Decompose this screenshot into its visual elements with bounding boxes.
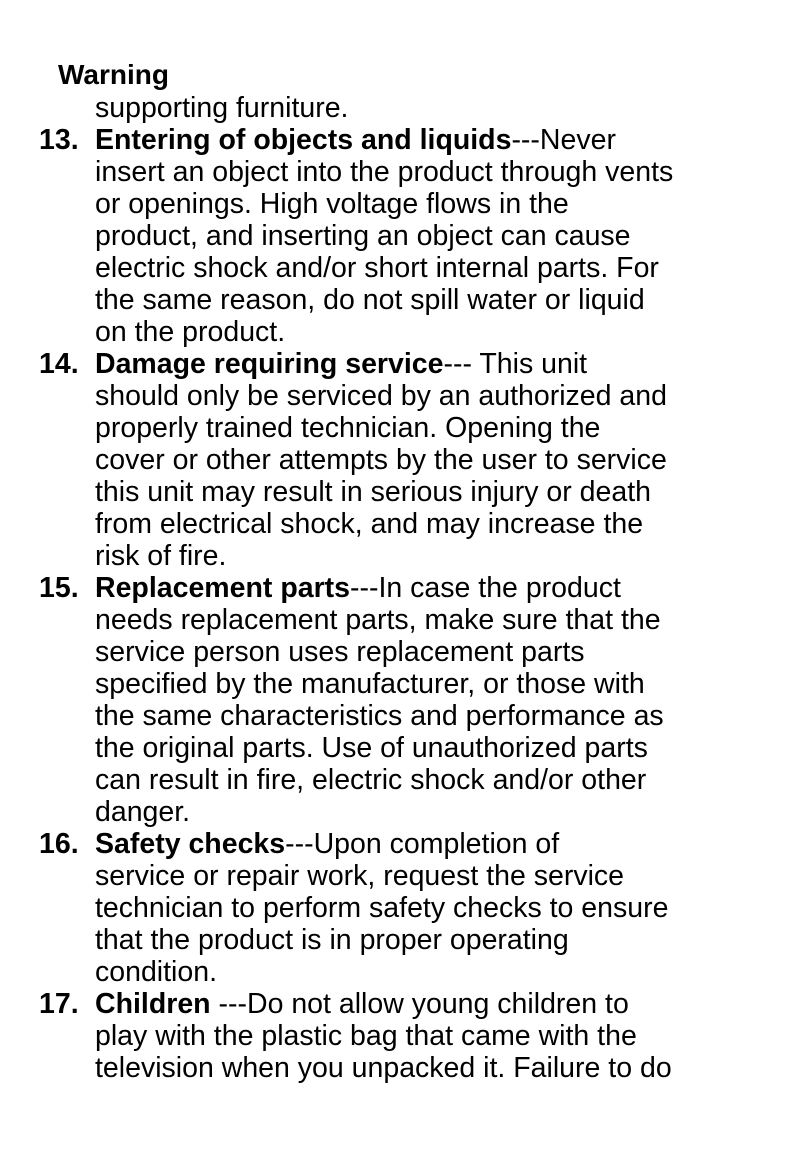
item-line: on the product. (95, 316, 286, 348)
item-line: service person uses replacement parts (95, 636, 585, 668)
item-line: play with the plastic bag that came with the (95, 1020, 637, 1052)
item-line: can result in fire, electric shock and/or other (95, 764, 647, 796)
item-title: Replacement parts (95, 572, 351, 604)
instruction-item-15 (39, 572, 785, 828)
item-first-line (39, 988, 785, 1020)
item-line: properly trained technician. Opening the (95, 412, 601, 444)
item-line: television when you unpacked it. Failure to do (95, 1052, 672, 1084)
item-title: Children (95, 988, 211, 1020)
item-line: electric shock and/or short internal parts. For (95, 252, 659, 284)
item-line: condition. (95, 956, 218, 988)
continuation-line: supporting furniture. (95, 92, 349, 124)
item-line: the same characteristics and performance as (95, 700, 664, 732)
item-line: risk of fire. (95, 540, 227, 572)
item-first-text: --- This unit (443, 348, 588, 380)
item-first-line (39, 828, 785, 860)
item-line: product, and inserting an object can cause (95, 220, 631, 252)
item-first-line (39, 572, 785, 604)
item-title: Entering of objects and liquids (95, 124, 512, 156)
item-first-text: ---Do not allow young children to (210, 988, 629, 1020)
item-first-line (39, 348, 785, 380)
item-line: cover or other attempts by the user to service (95, 444, 667, 476)
item-line: that the product is in proper operating (95, 924, 569, 956)
item-number: 14. (39, 348, 79, 380)
item-number: 16. (39, 828, 79, 860)
item-line: this unit may result in serious injury or death (95, 476, 652, 508)
instruction-item-13 (39, 124, 785, 348)
item-first-text: ---Upon completion of (285, 828, 560, 860)
item-line: should only be serviced by an authorized and (95, 380, 667, 412)
item-number: 17. (39, 988, 79, 1020)
item-number: 13. (39, 124, 79, 156)
item-line: insert an object into the product through vents (95, 156, 674, 188)
item-title: Damage requiring service (95, 348, 444, 380)
item-line: from electrical shock, and may increase the (95, 508, 644, 540)
item-line: or openings. High voltage flows in the (95, 188, 569, 220)
item-line: service or repair work, request the service (95, 860, 625, 892)
page-heading: Warning (58, 59, 169, 90)
item-line: danger. (95, 796, 191, 828)
item-first-text: ---Never (511, 124, 616, 156)
item-line: the original parts. Use of unauthorized parts (95, 732, 648, 764)
item-number: 15. (39, 572, 79, 604)
item-line: the same reason, do not spill water or liquid (95, 284, 645, 316)
safety-instructions (39, 92, 785, 1084)
instruction-item-16 (39, 828, 785, 988)
item-line: technician to perform safety checks to ensure (95, 892, 669, 924)
item-title: Safety checks (95, 828, 286, 860)
item-line: needs replacement parts, make sure that the (95, 604, 661, 636)
instruction-item-14 (39, 348, 785, 572)
instruction-item-17 (39, 988, 785, 1084)
item-line: specified by the manufacturer, or those with (95, 668, 645, 700)
item-first-line (39, 124, 785, 156)
item-first-text: ---In case the product (350, 572, 621, 604)
